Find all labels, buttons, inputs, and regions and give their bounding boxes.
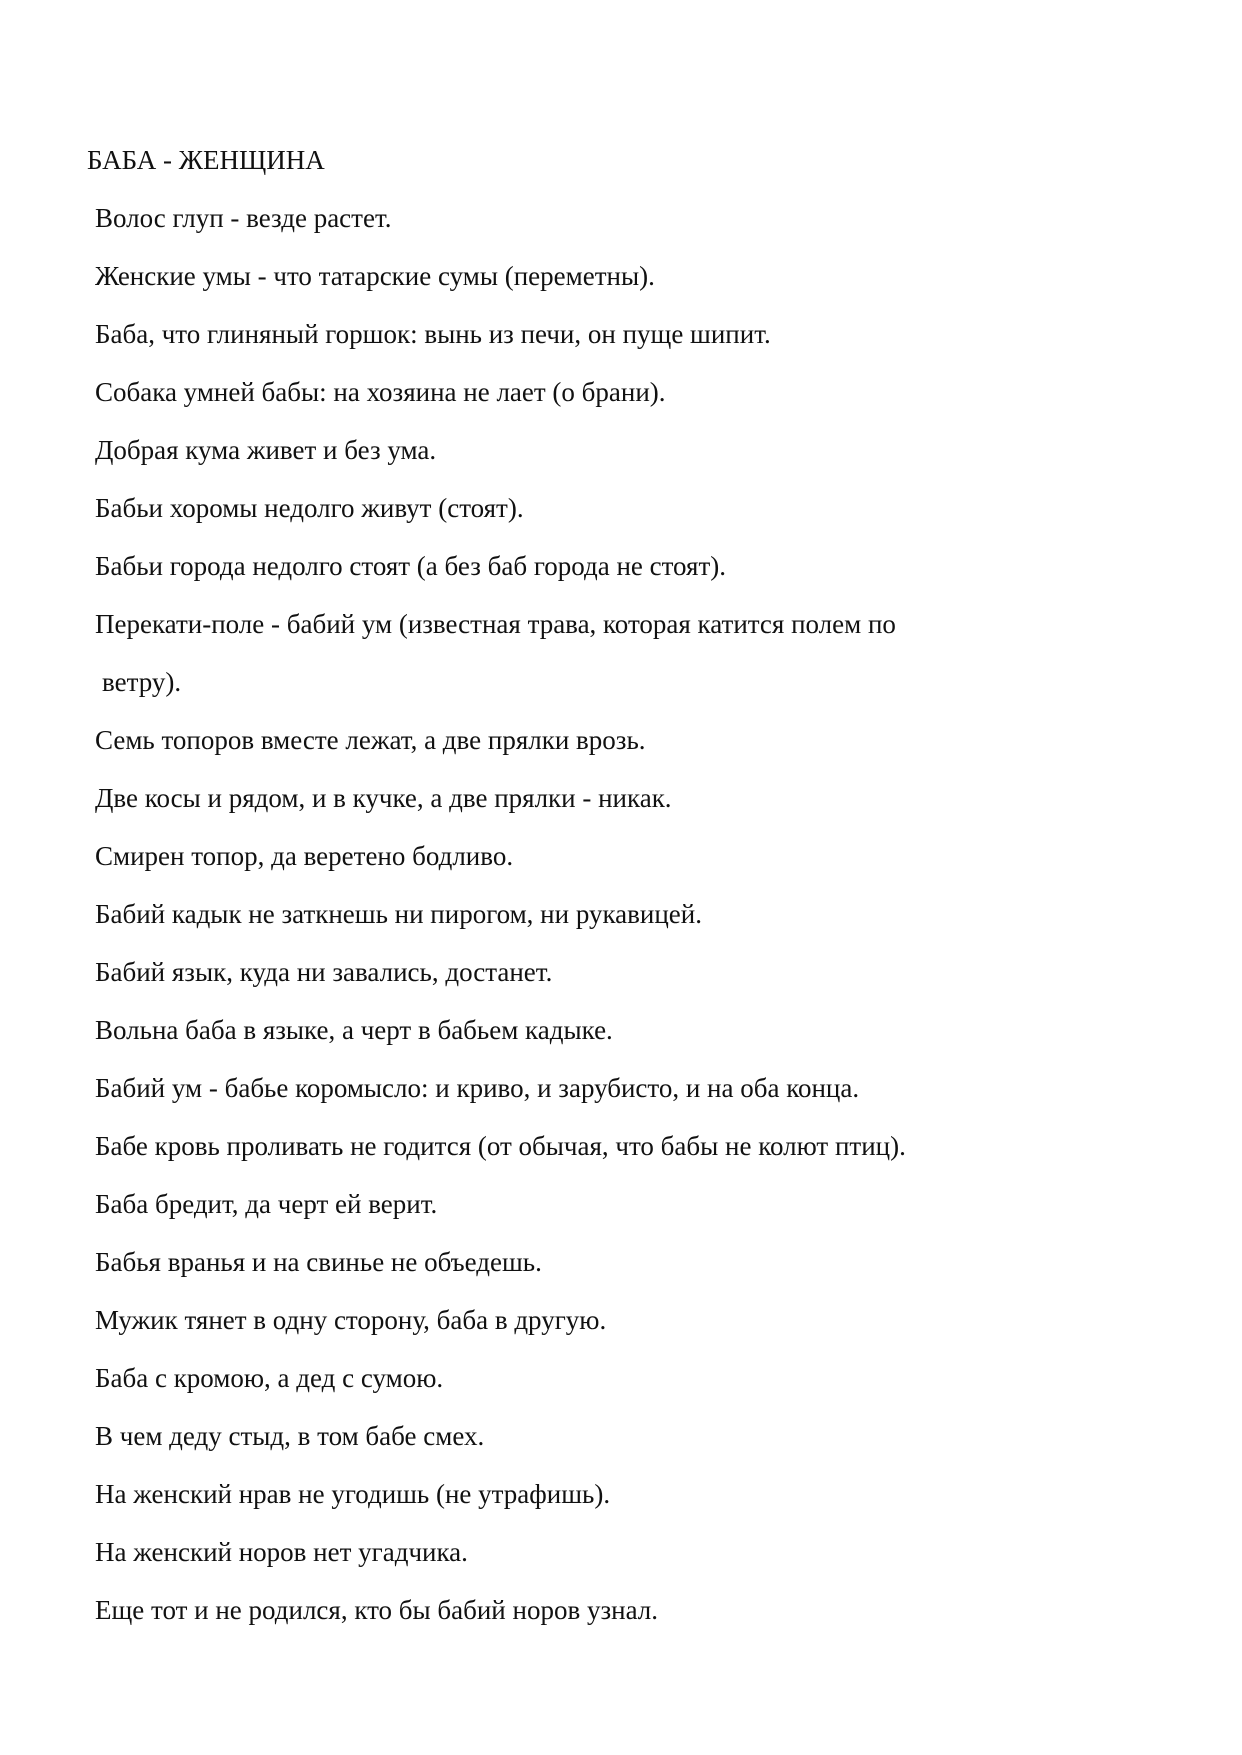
proverb-line: В чем деду стыд, в том бабе смех.	[95, 1421, 485, 1451]
proverb-list	[95, 202, 906, 1652]
proverb-line-continuation: ветру).	[102, 667, 182, 697]
proverb-line: Бабий кадык не заткнешь ни пирогом, ни рукавицей.	[95, 899, 702, 929]
proverb-line: Перекати-поле - бабий ум (известная трава, которая катится полем по	[95, 609, 896, 639]
proverb-line: Бабий язык, куда ни завались, достанет.	[95, 957, 553, 987]
proverb-line: Бабьи города недолго стоят (а без баб города не стоят).	[95, 551, 726, 581]
proverb-line: Баба с кромою, а дед с сумою.	[95, 1363, 444, 1393]
page-title: БАБА - ЖЕНЩИНА	[87, 145, 325, 175]
proverb-line: Бабьи хоромы недолго живут (стоят).	[95, 493, 524, 523]
proverb-line: Бабья вранья и на свинье не объедешь.	[95, 1247, 542, 1277]
proverb-line: Собака умней бабы: на хозяина не лает (о брани).	[95, 377, 666, 407]
proverb-line: Две косы и рядом, и в кучке, а две прялки - никак.	[95, 783, 672, 813]
proverb-line: Еще тот и не родился, кто бы бабий норов узнал.	[95, 1595, 659, 1625]
proverb-line: Волос глуп - везде растет.	[95, 203, 392, 233]
proverb-line: Баба, что глиняный горшок: вынь из печи, он пуще шипит.	[95, 319, 771, 349]
proverb-line: Добрая кума живет и без ума.	[95, 435, 437, 465]
proverb-line: Смирен топор, да веретено бодливо.	[95, 841, 514, 871]
proverb-line: Вольна баба в языке, а черт в бабьем кадыке.	[95, 1015, 613, 1045]
proverb-line: Бабе кровь проливать не годится (от обычая, что бабы не колют птиц).	[95, 1131, 906, 1161]
proverb-line: Женские умы - что татарские сумы (переметны).	[95, 261, 655, 291]
proverb-line: Баба бредит, да черт ей верит.	[95, 1189, 438, 1219]
proverb-line: Бабий ум - бабье коромысло: и криво, и зарубисто, и на оба конца.	[95, 1073, 860, 1103]
proverb-line: Семь топоров вместе лежат, а две прялки врозь.	[95, 725, 646, 755]
proverb-line: На женский нрав не угодишь (не утрафишь).	[95, 1479, 611, 1509]
proverb-line: На женский норов нет угадчика.	[95, 1537, 468, 1567]
proverb-line: Мужик тянет в одну сторону, баба в другую.	[95, 1305, 607, 1335]
